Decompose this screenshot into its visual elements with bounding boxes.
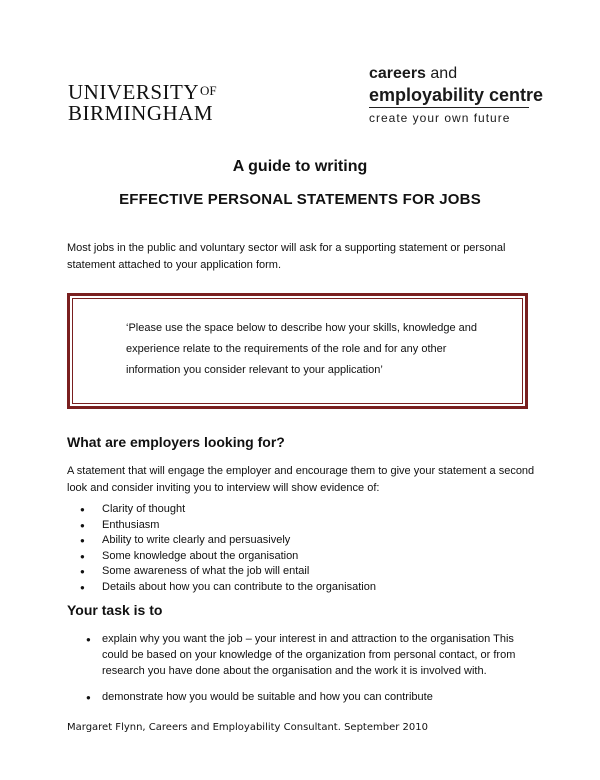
university-logo-line1: UNIVERSITY [68,80,199,104]
guide-title: A guide to writing [232,158,368,175]
list-item [80,580,376,596]
list-item-text: Details about how you can contribute to the organisation [102,580,376,593]
list-item [80,518,376,534]
university-logo [68,80,217,124]
list-item-text: Enthusiasm [102,518,160,531]
careers-logo [369,64,543,126]
task-heading: Your task is to [67,602,163,618]
careers-logo-and: and [425,65,458,82]
task-item-text: explain why you want the job – your interest in and attraction to the organisation This could be based on your knowledge of the organization from personal contact, or from research you have done about the organisation and the work it is involved with. [102,633,516,677]
list-item [80,549,376,565]
careers-logo-word: careers [369,65,426,82]
university-logo-line2: BIRMINGHAM [68,101,214,125]
employers-paragraph: A statement that will engage the employer and encourage them to give your statement a second look and consider inviting you to interview will show evidence of: [67,465,535,494]
quote-text: ‘Please use the space below to describe how your skills, knowledge and experience relate to the requirements of the role and for any other information you consider relevant to your application’ [126,322,477,376]
bullet-icon: ● [80,536,85,546]
employers-heading: What are employers looking for? [67,434,285,450]
bullet-icon: ● [86,635,91,644]
bullet-icon: ● [80,567,85,577]
list-item [80,502,376,518]
list-item-text: Some awareness of what the job will entail [102,565,310,578]
bullet-icon: ● [80,551,85,561]
bullet-icon: ● [80,520,85,530]
intro-paragraph: Most jobs in the public and voluntary sector will ask for a supporting statement or personal statement attached to your application form. [67,242,506,271]
page-title: EFFECTIVE PERSONAL STATEMENTS FOR JOBS [119,191,481,208]
task-item [86,631,536,679]
list-item [80,564,376,580]
careers-logo-name: employability centre [369,85,544,105]
university-logo-of: OF [200,83,217,98]
bullet-icon: ● [86,693,91,702]
list-item-text: Clarity of thought [102,503,186,515]
bullet-icon: ● [80,505,85,514]
careers-logo-tagline: create your own future [369,111,511,125]
careers-logo-divider [369,107,529,108]
footer-credit: Margaret Flynn, Careers and Employability Consultant. September 2010 [67,722,428,733]
task-item-text: demonstrate how you would be suitable and how you can contribute [102,691,433,703]
task-item [86,689,536,706]
list-item [80,533,376,549]
evidence-list [80,502,376,596]
bullet-icon: ● [80,582,85,592]
list-item-text: Some knowledge about the organisation [102,549,299,562]
list-item-text: Ability to write clearly and persuasively [102,534,291,547]
